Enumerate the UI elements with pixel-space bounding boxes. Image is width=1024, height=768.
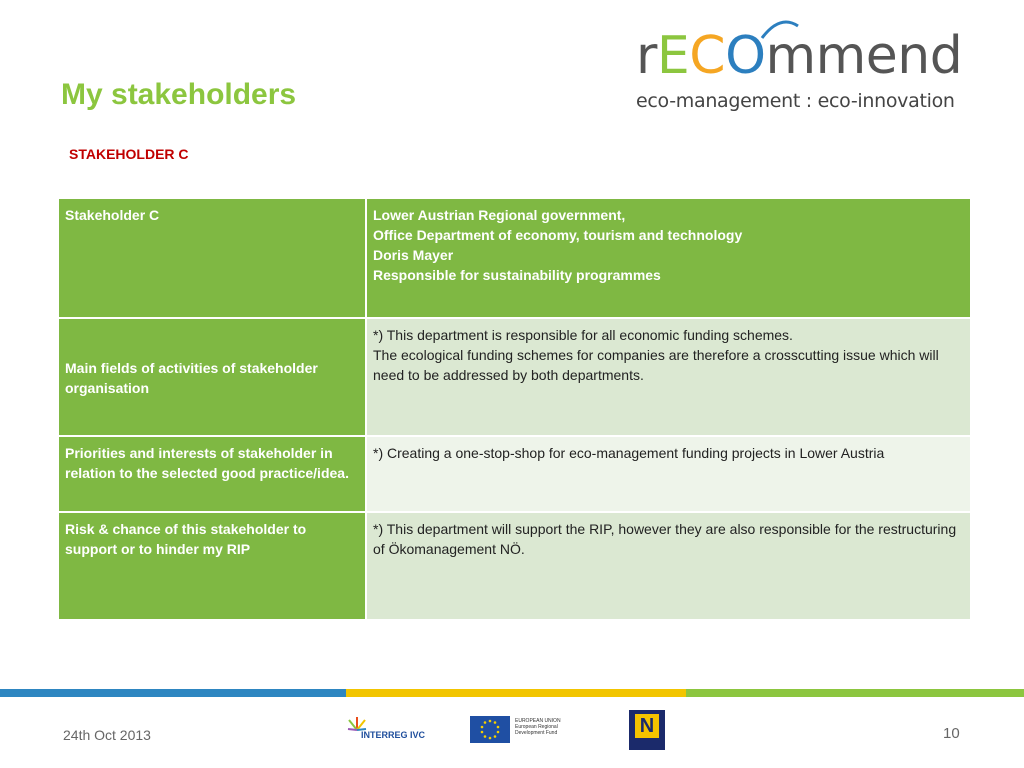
- footer-date: 24th Oct 2013: [63, 727, 151, 743]
- interreg-label: INTERREG IVC: [361, 730, 426, 740]
- value-line: Office Department of economy, tourism and technology: [373, 227, 743, 243]
- table-row-risk: [58, 512, 971, 620]
- row-value: [366, 436, 971, 512]
- logo-part-c: C: [689, 26, 726, 86]
- footer-bar-yellow: [346, 689, 686, 697]
- page-number: 10: [943, 725, 960, 742]
- row-label: Main fields of activities of stakeholder organisation: [58, 318, 366, 436]
- logo-wordmark: [636, 26, 963, 86]
- row-value: [366, 512, 971, 620]
- slide-title: My stakeholders: [61, 78, 297, 111]
- lower-austria-logo: [629, 710, 665, 750]
- footer-bar-green: [686, 689, 1024, 697]
- value-line: *) This department is responsible for all economic funding schemes.: [373, 327, 793, 343]
- value-line: The ecological funding schemes for companies are therefore a crosscutting issue which will need to be addressed by both departments.: [373, 347, 939, 383]
- logo-part-o: O: [725, 26, 766, 86]
- value-line: *) This department will support the RIP, however they are also responsible for the restructuring of Ökomanagement NÖ.: [373, 521, 957, 557]
- recommend-logo: [630, 20, 980, 120]
- table-row-priorities: [58, 436, 971, 512]
- row-label: Stakeholder C: [58, 198, 366, 318]
- value-line: Doris Mayer: [373, 247, 454, 263]
- interreg-logo: [347, 715, 431, 747]
- logo-tagline: eco-management : eco-innovation: [636, 90, 955, 112]
- value-line: *) Creating a one-stop-shop for eco-management funding projects in Lower Austria: [373, 445, 885, 461]
- table-row-stakeholder: [58, 198, 971, 318]
- stakeholder-table: [57, 197, 972, 621]
- table-row-activities: [58, 318, 971, 436]
- logo-part-r: r: [636, 26, 657, 86]
- row-value: [366, 318, 971, 436]
- slide-subtitle: STAKEHOLDER C: [69, 146, 189, 162]
- value-line: Responsible for sustainability programmes: [373, 267, 661, 283]
- logo-part-mmend: mmend: [765, 26, 963, 86]
- eu-flag-icon: [470, 716, 510, 743]
- eu-fund-text: EUROPEAN UNION European Regional Development Fund: [515, 718, 561, 736]
- noe-letter: N: [635, 714, 659, 738]
- row-label: Priorities and interests of stakeholder in relation to the selected good practice/idea.: [58, 436, 366, 512]
- logo-part-e: E: [656, 26, 690, 86]
- row-value: [366, 198, 971, 318]
- footer-bar-blue: [0, 689, 346, 697]
- value-line: Lower Austrian Regional government,: [373, 207, 626, 223]
- row-label: Risk & chance of this stakeholder to support or to hinder my RIP: [58, 512, 366, 620]
